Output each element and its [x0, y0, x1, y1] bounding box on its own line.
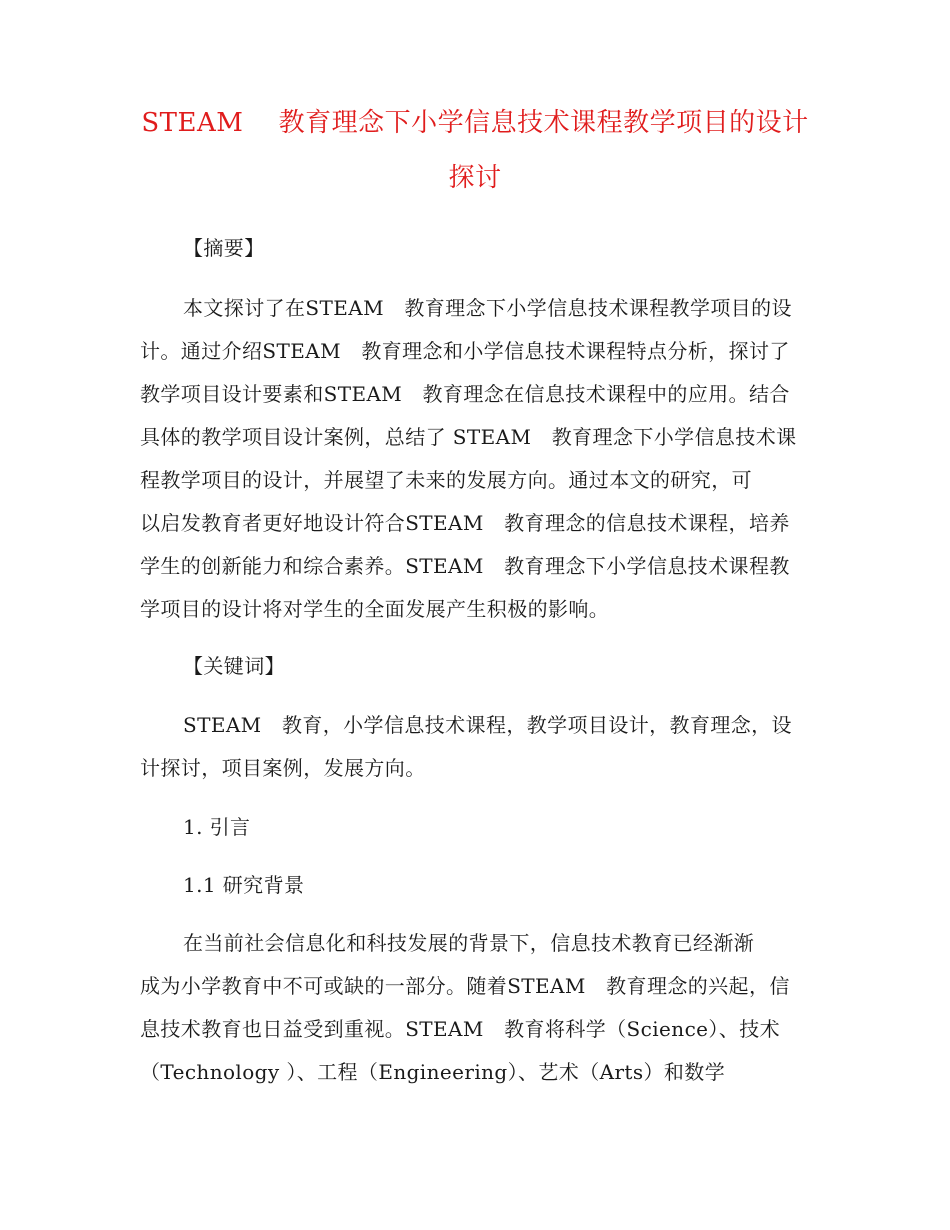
document-title-line-1: STEAM 教育理念下小学信息技术课程教学项目的设计	[141, 108, 809, 138]
section-heading: 1. 引言	[183, 815, 251, 839]
keywords-line: STEAM 教育，小学信息技术课程，教学项目设计，教育理念，设	[183, 713, 792, 737]
abstract-line: 学项目的设计将对学生的全面发展产生积极的影响。	[140, 597, 610, 621]
body-line: 在当前社会信息化和科技发展的背景下，信息技术教育已经渐渐	[183, 931, 755, 955]
abstract-line: 程教学项目的设计，并展望了未来的发展方向。通过本文的研究，可	[140, 468, 752, 492]
keywords-heading: 【关键词】	[183, 654, 285, 678]
keywords-line: 计探讨，项目案例，发展方向。	[140, 756, 426, 780]
abstract-line: 计。通过介绍STEAM 教育理念和小学信息技术课程特点分析，探讨了	[140, 339, 790, 363]
body-line: 成为小学教育中不可或缺的一部分。随着STEAM 教育理念的兴起，信	[140, 974, 790, 998]
subsection-heading: 1.1 研究背景	[183, 873, 305, 897]
abstract-line: 学生的创新能力和综合素养。STEAM 教育理念下小学信息技术课程教	[140, 554, 790, 578]
abstract-line: 本文探讨了在STEAM 教育理念下小学信息技术课程教学项目的设	[183, 296, 792, 320]
abstract-line: 具体的教学项目设计案例，总结了 STEAM 教育理念下小学信息技术课	[140, 425, 797, 449]
body-line: 息技术教育也日益受到重视。STEAM 教育将科学（Science）、技术	[140, 1017, 781, 1041]
abstract-heading: 【摘要】	[183, 236, 265, 260]
document-title-line-2: 探讨	[448, 163, 502, 193]
abstract-line: 教学项目设计要素和STEAM 教育理念在信息技术课程中的应用。结合	[140, 382, 790, 406]
body-line: （Technology ）、工程（Engineering）、艺术（Arts）和数学	[140, 1060, 726, 1084]
abstract-line: 以启发教育者更好地设计符合STEAM 教育理念的信息技术课程，培养	[140, 511, 790, 535]
